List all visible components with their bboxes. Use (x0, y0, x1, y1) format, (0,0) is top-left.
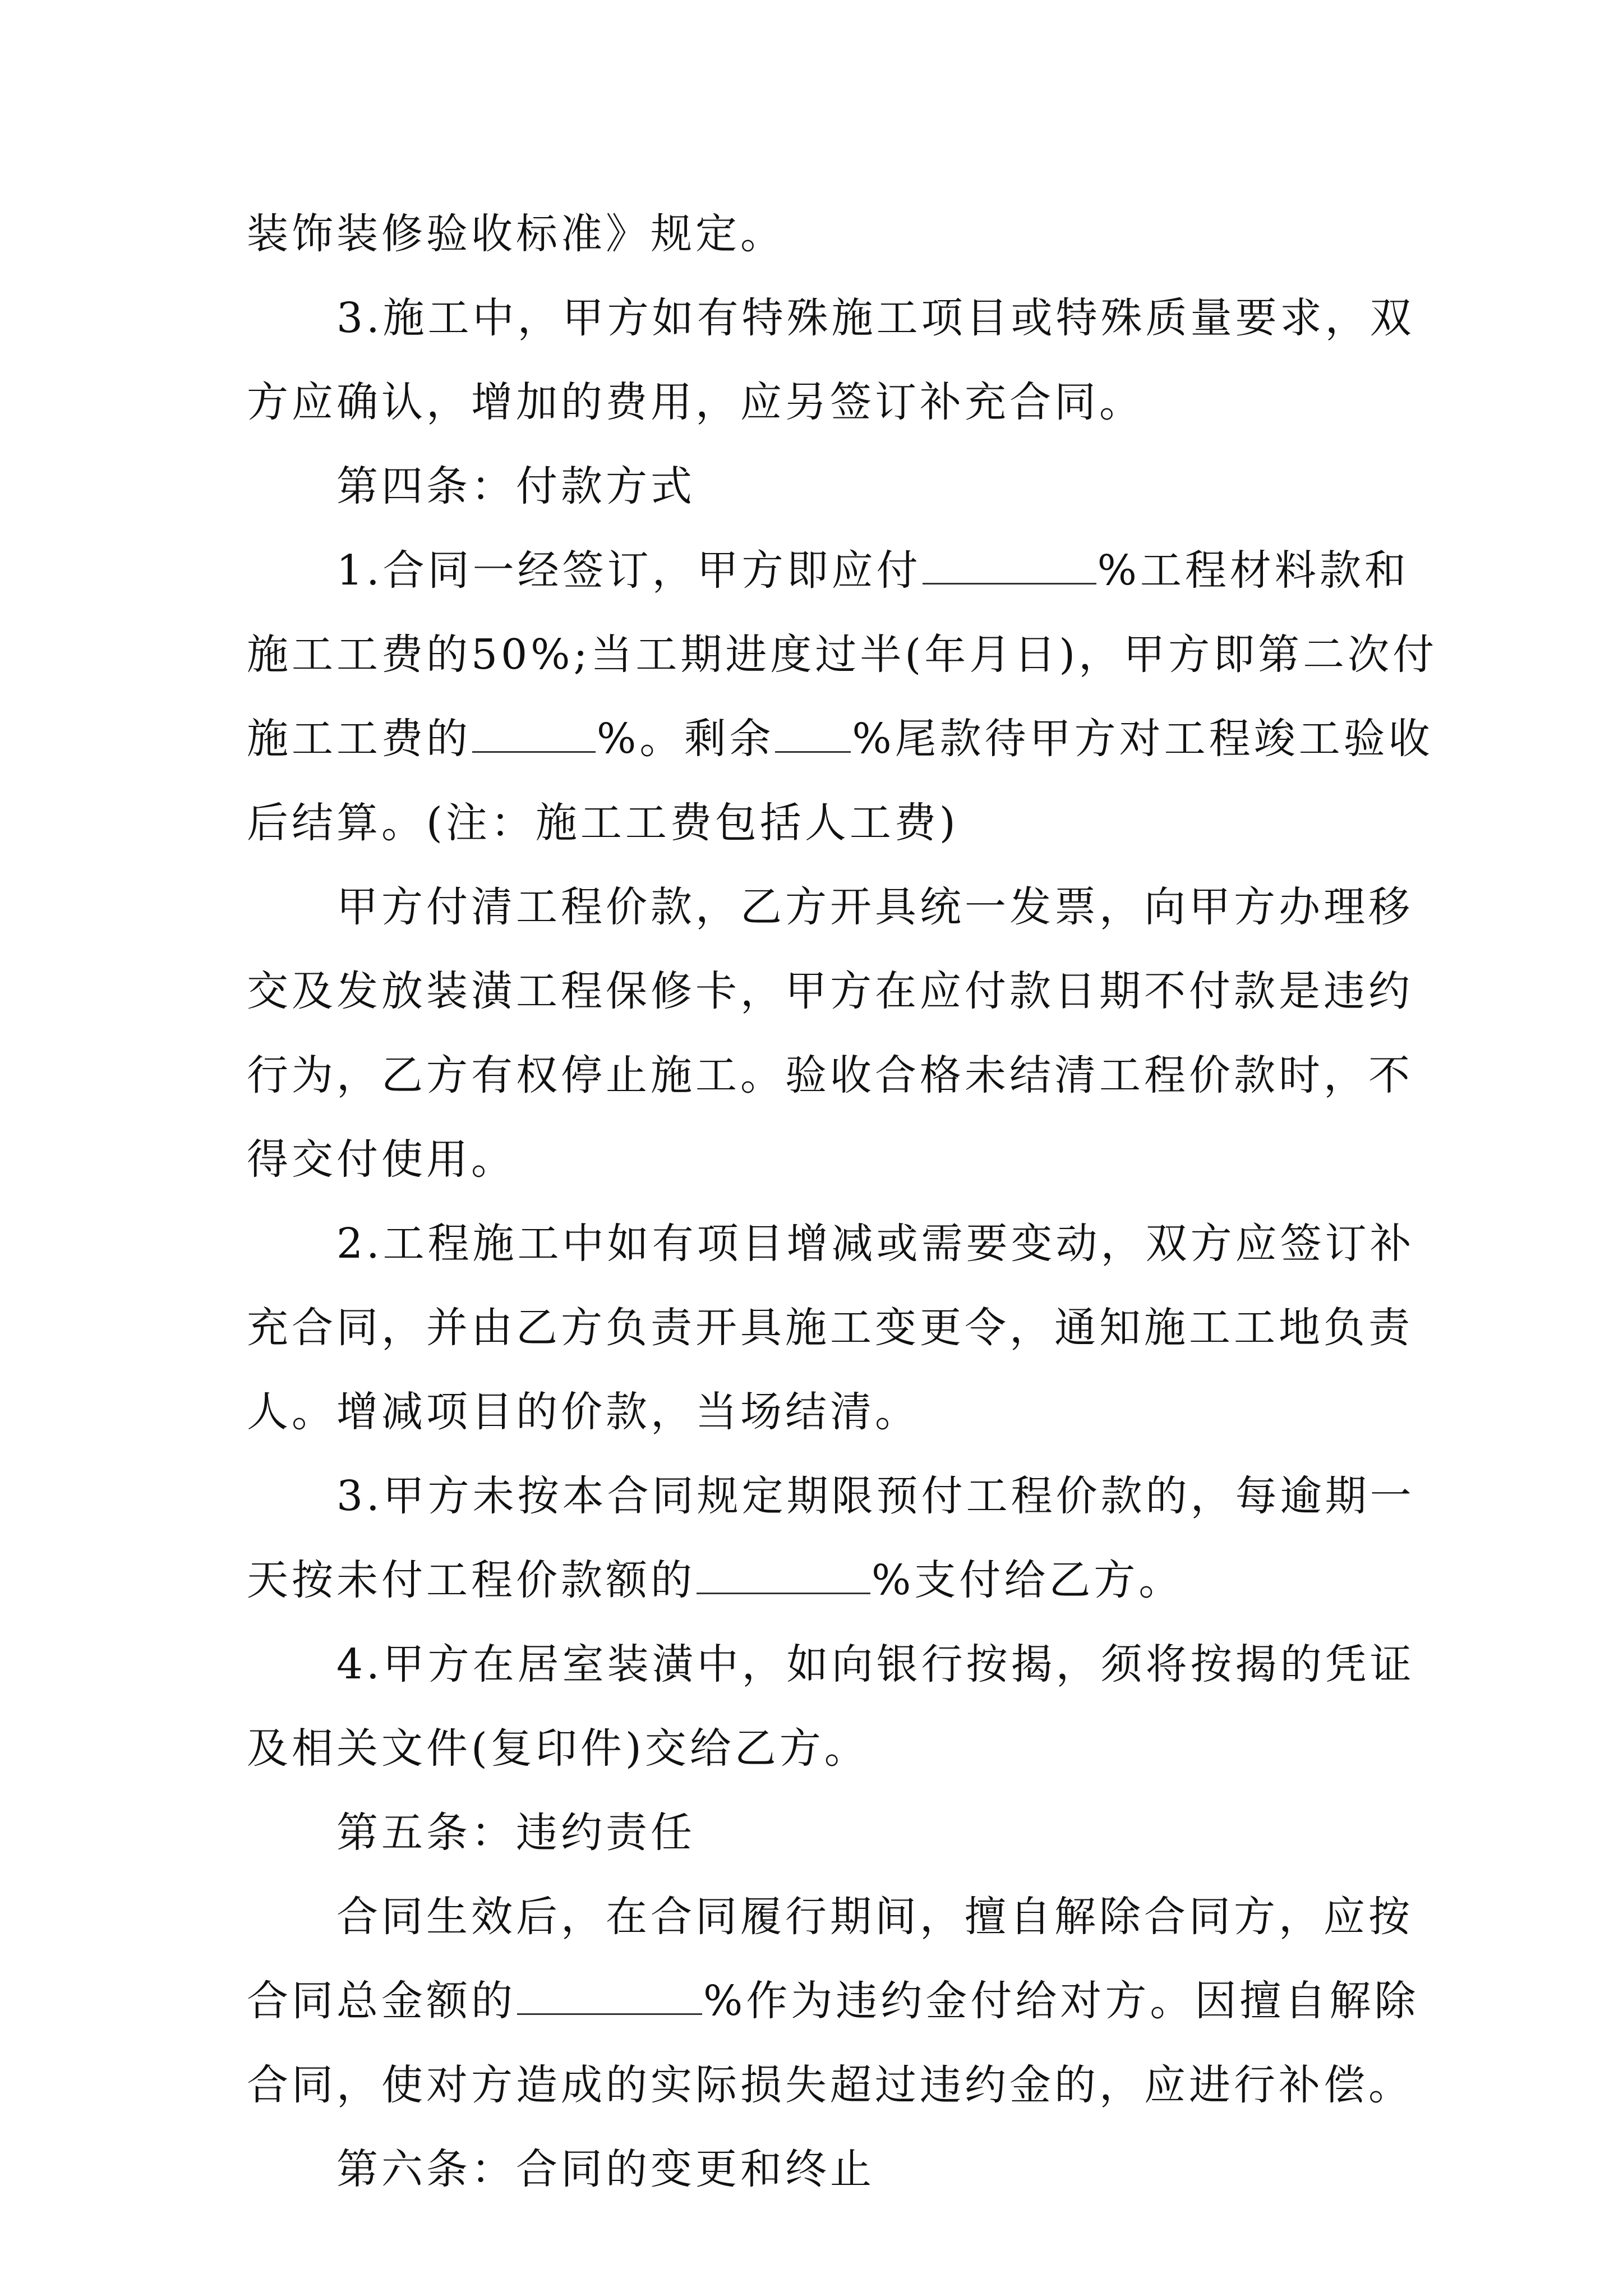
text-line: 3.施工中，甲方如有特殊施工项目或特殊质量要求，双 (336, 294, 1415, 342)
section-heading: 第四条：付款方式 (336, 462, 695, 510)
text-line: 充合同，并由乙方负责开具施工变更令，通知施工工地负责 (247, 1304, 1413, 1352)
text-line (247, 1976, 1419, 2026)
fill-in-blank[interactable] (775, 716, 851, 753)
text-line: 后结算。(注：施工工费包括人工费) (247, 799, 959, 847)
text-line: 装饰装修验收标准》规定。 (247, 210, 785, 258)
text-segment: %作为违约金付给对方。因擅自解除 (703, 1977, 1419, 2025)
section-heading: 第六条：合同的变更和终止 (336, 2145, 875, 2193)
text-line: 合同生效后，在合同履行期间，擅自解除合同方，应按 (336, 1893, 1413, 1941)
fill-in-blank[interactable] (923, 548, 1096, 585)
text-line: 4.甲方在居室装潢中，如向银行按揭，须将按揭的凭证 (336, 1640, 1415, 1688)
text-line: 交及发放装潢工程保修卡，甲方在应付款日期不付款是违约 (247, 967, 1413, 1015)
text-segment: 天按未付工程价款额的 (247, 1556, 695, 1604)
text-line (336, 545, 1409, 596)
text-segment: %。剩余 (597, 715, 774, 763)
text-line: 行为，乙方有权停止施工。验收合格未结清工程价款时，不 (247, 1051, 1413, 1099)
text-line: 及相关文件(复印件)交给乙方。 (247, 1724, 869, 1773)
text-segment: %支付给乙方。 (872, 1556, 1184, 1604)
text-line: 施工工费的50%;当工期进度过半(年月日)，甲方即第二次付 (247, 631, 1438, 679)
text-segment: 施工工费的 (247, 715, 471, 763)
text-line: 得交付使用。 (247, 1135, 516, 1184)
text-segment: 合同总金额的 (247, 1977, 516, 2025)
fill-in-blank[interactable] (472, 716, 596, 753)
text-line: 合同，使对方造成的实际损失超过违约金的，应进行补偿。 (247, 2061, 1413, 2109)
text-segment: %工程材料款和 (1097, 546, 1409, 595)
text-line: 甲方付清工程价款，乙方开具统一发票，向甲方办理移 (336, 883, 1413, 931)
text-line (247, 1555, 1183, 1605)
text-line: 3.甲方未按本合同规定期限预付工程价款的，每逾期一 (336, 1472, 1415, 1520)
fill-in-blank[interactable] (517, 1978, 702, 2015)
fill-in-blank[interactable] (697, 1558, 870, 1594)
text-line: 2.工程施工中如有项目增减或需要变动，双方应签订补 (336, 1220, 1415, 1268)
text-line: 人。增减项目的价款，当场结清。 (247, 1388, 920, 1436)
section-heading: 第五条：违约责任 (336, 1809, 695, 1857)
text-line (247, 714, 1433, 764)
text-line: 方应确认，增加的费用，应另签订补充合同。 (247, 378, 1144, 426)
text-segment: %尾款待甲方对工程竣工验收 (852, 715, 1433, 763)
text-segment: 1.合同一经签订，甲方即应付 (336, 546, 921, 595)
